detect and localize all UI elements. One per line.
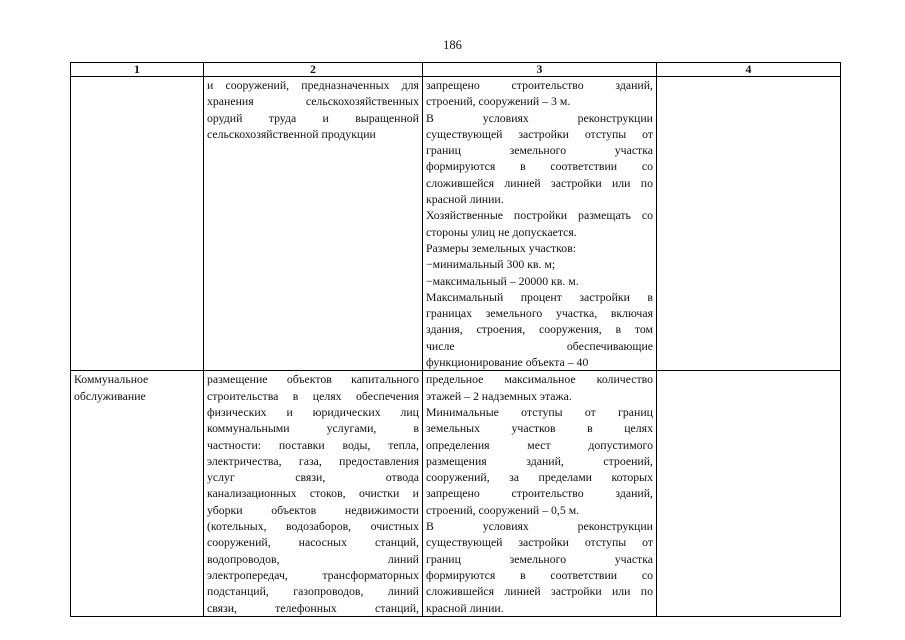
list-bullet: − [426,257,433,272]
text-line: сельскохозяйственной продукции [207,126,376,141]
row2-col4 [657,371,841,616]
text-line: хранения сельскохозяйственных [207,94,419,109]
text-line: Коммунальное [74,372,149,387]
table-row [71,371,841,616]
text-line: стороны улиц не допускается. [426,224,577,239]
text-line: подстанций, газопроводов, линий [207,584,419,599]
text-line: и сооружений, предназначенных для [207,78,419,92]
text-line: В условиях реконструкции [426,519,653,534]
text-line: красной линии. [426,192,504,207]
text-line [426,256,653,272]
text-line: электричества, газа, предоставления [207,453,419,468]
text-line: строительства в целях обеспечения [207,388,419,403]
page-number: 186 [443,38,462,52]
text-line: строений, сооружений – 0,5 м. [426,502,580,517]
list-item-text: минимальный 300 кв. м; [432,257,556,272]
row2-col3 [423,371,657,616]
text-line: электропередач, трансформаторных [207,567,419,582]
text-line: границ земельного участка [426,143,653,158]
text-line: Хозяйственные постройки размещать со [426,208,653,223]
text-line: уборки объектов недвижимости [207,502,419,517]
text-line: сложившейся линией застройки или по [426,175,653,190]
text-line: связи, телефонных станций, [207,600,419,615]
text-line: сооружений, насосных станций, [207,535,419,550]
text-line: частности: поставки воды, тепла, [207,437,419,452]
regulations-table [70,62,841,617]
text-line: границах земельного участка, включая [426,306,653,321]
text-line: предельное максимальное количество [426,372,653,387]
text-line: существующей застройки отступы от [426,535,653,550]
text-line: строений, сооружений – 3 м. [426,94,571,109]
table-header-row [71,63,841,77]
header-col-2: 2 [204,63,423,77]
text-line: земельных участков в целях [426,421,653,436]
text-line: сооружений, за пределами которых [426,470,653,485]
text-line: размещения зданий, строений, [426,453,653,468]
text-line: запрещено строительство зданий, [426,78,653,92]
text-line: функционирование объекта – 40 [426,355,589,370]
header-col-3: 3 [423,63,657,77]
text-line: Размеры земельных участков: [426,240,577,255]
text-line: этажей – 2 надземных этажа. [426,388,572,403]
text-line: обслуживание [74,388,146,403]
text-line: красной линии. [426,600,504,615]
row1-col2 [204,77,423,371]
text-line: водопроводов, линий [207,551,419,566]
text-line: В условиях реконструкции [426,110,653,125]
text-line: определения мест допустимого [426,437,653,452]
text-line: услуг связи, отвода [207,470,419,485]
text-line: числе обеспечивающие [426,338,653,353]
text-line: (котельных, водозаборов, очистных [207,519,419,534]
text-line: орудий труда и выращенной [207,110,419,125]
text-line [426,273,653,289]
text-line: размещение объектов капитального [207,372,419,387]
text-line: существующей застройки отступы от [426,126,653,141]
row2-col1 [71,371,204,616]
header-col-4: 4 [657,63,841,77]
text-line: коммунальными услугами, в [207,421,419,436]
text-line: физических и юридических лиц [207,404,419,419]
text-line: Минимальные отступы от границ [426,404,653,419]
table-row [71,77,841,371]
list-bullet: − [426,273,433,288]
text-line: формируются в соответствии со [426,567,653,582]
row1-col4 [657,77,841,371]
text-line: границ земельного участка [426,551,653,566]
text-line: канализационных стоков, очистки и [207,486,419,501]
text-line: формируются в соответствии со [426,159,653,174]
row2-col2 [204,371,423,616]
list-item-text: максимальный – 20000 кв. м. [432,273,579,288]
row1-col3 [423,77,657,371]
text-line: сложившейся линией застройки или по [426,584,653,599]
text-line: здания, строения, сооружения, в том [426,322,653,337]
text-line: Максимальный процент застройки в [426,289,653,304]
row1-col1 [71,77,204,371]
text-line: запрещено строительство зданий, [426,486,653,501]
header-col-1: 1 [71,63,204,77]
